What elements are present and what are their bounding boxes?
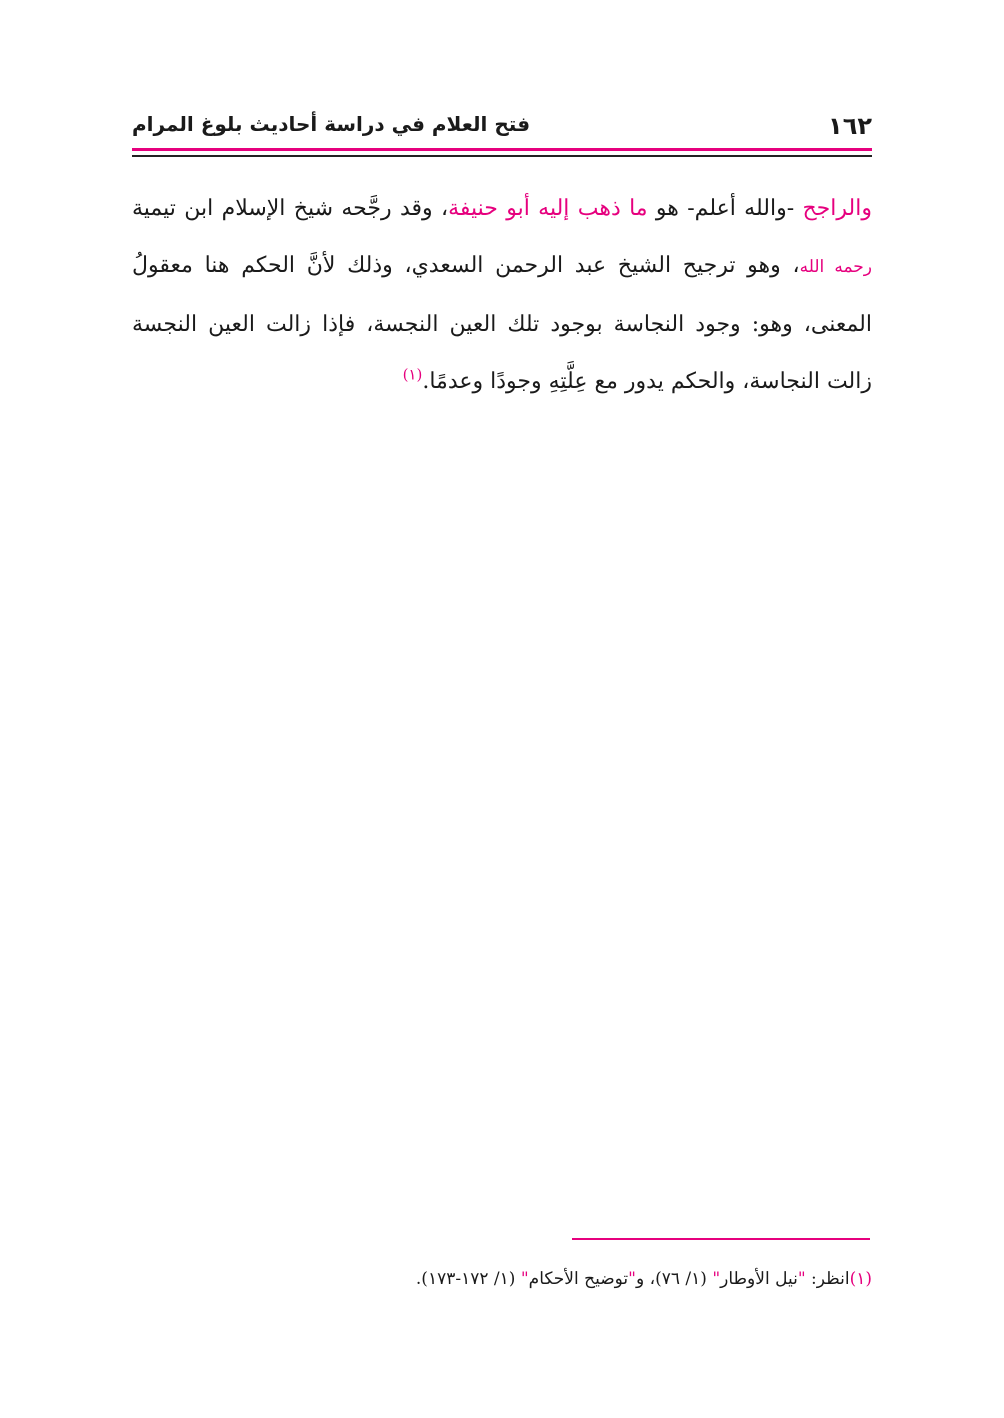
body-text-1: -والله أعلم- هو — [647, 196, 803, 221]
footnote-number: (١) — [849, 1269, 872, 1289]
body-text-2: ، وقد رجَّحه شيخ الإسلام ابن تيمية — [132, 196, 449, 221]
lead-word: والراجح — [802, 196, 872, 221]
footnote-reference: (١/ ١٧٢-١٧٣). — [415, 1269, 521, 1289]
quote-mark: " — [797, 1269, 806, 1289]
quote-mark: " — [520, 1269, 529, 1289]
header-rule-dark — [132, 155, 872, 157]
running-title: فتح العلام في دراسة أحاديث بلوغ المرام — [132, 112, 531, 136]
footnote-separator — [572, 1238, 870, 1240]
main-paragraph — [132, 180, 872, 410]
body-text-3: ، وهو ترجيح الشيخ عبد الرحمن السعدي، وذلك لأنَّ الحكم هنا معقولُ المعنى، وهو: وجود النجاسة بوجود تلك العين النجسة، فإذا زالت العين النجسة زالت النجاسة، والحكم يدور مع عِلَّتِهِ وجودًا وعدمًا. — [132, 253, 872, 394]
quote-mark: " — [712, 1269, 721, 1289]
highlighted-opinion: ما ذهب إليه أبو حنيفة — [448, 196, 648, 221]
footnote-source-title: توضيح الأحكام — [528, 1269, 629, 1289]
footnote-reference: (١/ ٧٦)، و — [635, 1269, 713, 1289]
footnote — [132, 1264, 872, 1294]
page-number: ١٦٢ — [828, 112, 872, 140]
footnote-intro: انظر: — [805, 1269, 850, 1289]
footnote-marker[interactable]: (١) — [402, 365, 423, 384]
footnote-source-title: نيل الأوطار — [720, 1269, 798, 1289]
header-rule-accent — [132, 148, 872, 151]
page-header — [132, 108, 872, 144]
honorific-glyph: رحمه الله — [799, 257, 872, 277]
quote-mark: " — [628, 1269, 636, 1289]
